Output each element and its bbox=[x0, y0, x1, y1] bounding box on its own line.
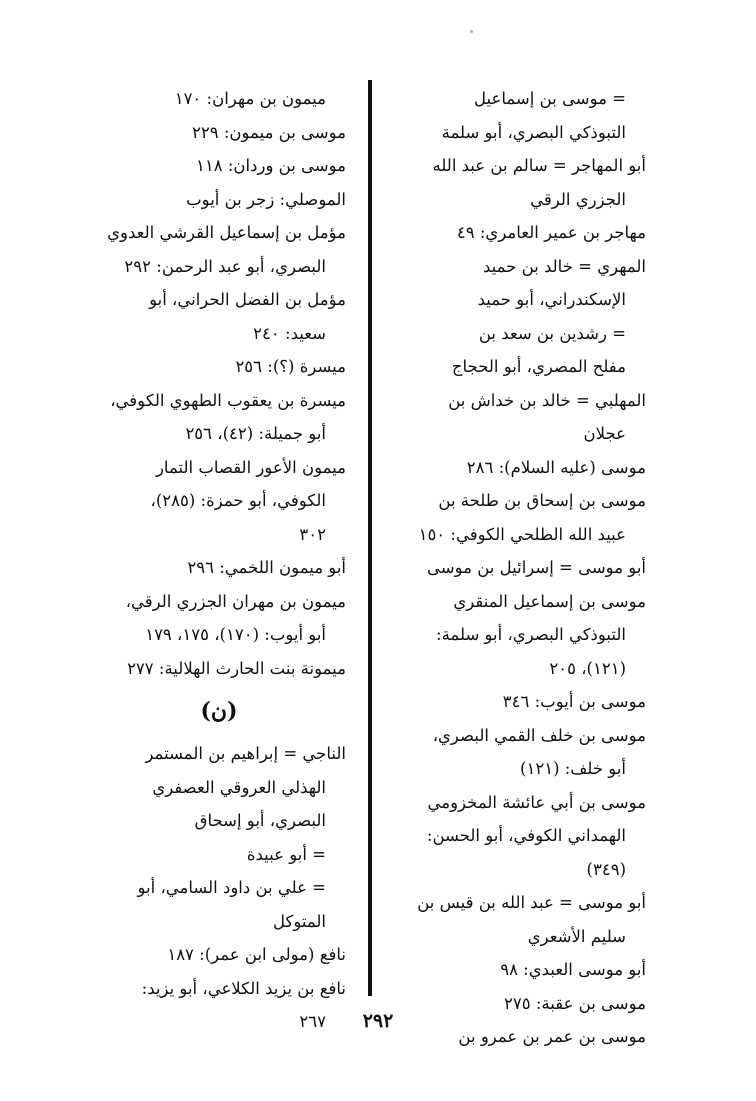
index-entry-line: التبوذكي البصري، أبو سلمة bbox=[441, 122, 626, 142]
index-entry-line: الهمداني الكوفي، أبو الحسن: bbox=[426, 826, 626, 845]
right-column bbox=[392, 82, 646, 1054]
index-entry-line: عبيد الله الطلحي الكوفي: ١٥٠ bbox=[418, 524, 626, 544]
index-entry-line: أبو ميمون اللخمي: ٢٩٦ bbox=[187, 558, 346, 577]
column-divider bbox=[368, 80, 372, 996]
index-entry-line: سليم الأشعري bbox=[527, 926, 626, 946]
index-entry-line: المتوكل bbox=[272, 911, 326, 931]
index-entry-line: مؤمل بن إسماعيل القرشي العدوي bbox=[107, 223, 346, 242]
index-entry-line: موسى بن أيوب: ٣٤٦ bbox=[502, 692, 646, 711]
index-entry-line: (١٢١)، ٢٠٥ bbox=[549, 658, 626, 678]
index-entry-line: نافع بن يزيد الكلاعي، أبو يزيد: bbox=[141, 978, 346, 998]
index-entry-line: أبو المهاجر = سالم بن عبد الله bbox=[432, 156, 646, 175]
index-entry-line: ميسرة بن يعقوب الطهوي الكوفي، bbox=[110, 390, 346, 410]
index-entry-line: مؤمل بن الفضل الحراني، أبو bbox=[149, 290, 346, 309]
index-entry-line: = أبو عبيدة bbox=[246, 844, 326, 864]
page-number: ٢٩٢ bbox=[362, 1010, 394, 1032]
left-column bbox=[92, 82, 346, 1039]
index-entry-line: الكوفي، أبو حمزة: (٢٨٥)، bbox=[150, 491, 326, 510]
index-entry-line: المهري = خالد بن حميد bbox=[482, 256, 646, 276]
index-entry-line: المهلبي = خالد بن خداش بن bbox=[448, 390, 646, 410]
index-entry-line: موسى بن عمر بن عمرو بن bbox=[458, 1027, 646, 1046]
index-entry-line: الجزري الرقي bbox=[530, 189, 626, 209]
index-entry-line: الموصلي: زجر بن أيوب bbox=[186, 189, 346, 209]
index-entry-line: موسى بن ميمون: ٢٢٩ bbox=[192, 122, 346, 142]
index-entry-line: (٣٤٩) bbox=[586, 859, 626, 879]
index-entry-line: الإسكندراني، أبو حميد bbox=[477, 290, 626, 309]
index-entry-line: ميمونة بنت الحارث الهلالية: ٢٧٧ bbox=[127, 658, 346, 678]
index-entry-line: التبوذكي البصري، أبو سلمة: bbox=[436, 625, 626, 644]
index-entry-line: ميمون بن مهران: ١٧٠ bbox=[174, 89, 326, 108]
index-entry-line: البصري، أبو إسحاق bbox=[194, 811, 326, 830]
index-entry-line: أبو موسى = عبد الله بن قيس بن bbox=[417, 893, 646, 912]
index-entry-line: موسى بن خلف القمي البصري، bbox=[432, 725, 646, 745]
index-entry-line: = رشدين بن سعد بن bbox=[478, 323, 626, 343]
index-entry-line: = موسى بن إسماعيل bbox=[474, 89, 626, 108]
index-entry-line: ميمون الأعور القصاب التمار bbox=[155, 457, 346, 477]
index-entry-line: ميسرة (؟): ٢٥٦ bbox=[235, 357, 346, 376]
index-entry-line: أبو موسى العبدي: ٩٨ bbox=[500, 960, 646, 979]
index-entry-line: موسى بن إسماعيل المنقري bbox=[453, 591, 646, 611]
section-heading: (ن) bbox=[200, 698, 238, 724]
index-entry-line: عجلان bbox=[583, 424, 626, 443]
index-entry-line: الهذلي العروقي العصفري bbox=[152, 777, 326, 797]
index-entry-line: ميمون بن مهران الجزري الرقي، bbox=[125, 591, 346, 611]
index-entry-line: موسى بن إسحاق بن طلحة بن bbox=[438, 491, 646, 510]
scan-speck bbox=[470, 30, 473, 33]
index-entry-line: موسى (عليه السلام): ٢٨٦ bbox=[466, 457, 646, 477]
index-entry-line: ٣٠٢ bbox=[299, 524, 326, 544]
index-entry-line: نافع (مولى ابن عمر): ١٨٧ bbox=[167, 945, 346, 964]
index-entry-line: مهاجر بن عمير العامري: ٤٩ bbox=[456, 223, 646, 242]
index-entry-line: البصري، أبو عبد الرحمن: ٢٩٢ bbox=[124, 256, 326, 276]
index-entry-line: أبو أيوب: (١٧٠)، ١٧٥، ١٧٩ bbox=[145, 625, 326, 644]
index-entry-line: أبو موسى = إسرائيل بن موسى bbox=[427, 558, 646, 577]
index-entry-line: = علي بن داود السامي، أبو bbox=[137, 878, 326, 897]
index-entry-line: موسى بن أبي عائشة المخزومي bbox=[427, 792, 646, 812]
index-entry-line: موسى بن وردان: ١١٨ bbox=[196, 156, 346, 175]
index-entry-line: موسى بن عقبة: ٢٧٥ bbox=[504, 993, 646, 1013]
index-entry-line: أبو خلف: (١٢١) bbox=[520, 759, 626, 778]
index-entry-line: الناجي = إبراهيم بن المستمر bbox=[145, 744, 346, 763]
index-entry-line: أبو جميلة: (٤٢)، ٢٥٦ bbox=[185, 424, 326, 443]
index-entry-line: ٢٦٧ bbox=[299, 1012, 326, 1031]
index-entry-line: سعيد: ٢٤٠ bbox=[253, 323, 326, 343]
index-entry-line: مفلح المصري، أبو الحجاج bbox=[451, 357, 626, 376]
